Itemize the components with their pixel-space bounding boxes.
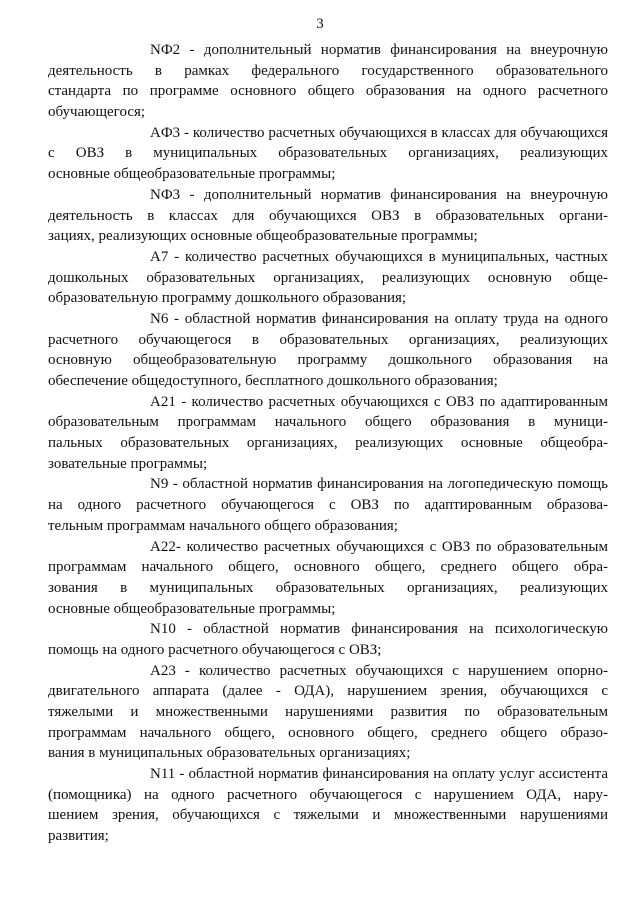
paragraph-line: A22- количество расчетных обучающихся с ОВЗ по образовательным [150, 538, 608, 555]
paragraph-line: AФ3 - количество расчетных обучающихся в классах для обучающихся [150, 124, 608, 141]
paragraph-line: с ОВЗ в муниципальных образовательных организациях, реализующих [48, 145, 608, 162]
paragraph-line: N11 - областной норматив финансирования на оплату услуг ассистента [150, 766, 608, 783]
paragraph-line: тельным программам начального общего образования; [48, 517, 398, 534]
paragraph-nf2 [48, 40, 610, 123]
paragraph-a22 [48, 537, 610, 620]
document-body [48, 40, 610, 847]
paragraph-line: развития; [48, 828, 109, 845]
paragraph-line: основную общеобразовательную программу дошкольного образования на [48, 352, 608, 369]
paragraph-n11 [48, 764, 610, 847]
paragraph-line: деятельность в рамках федерального государственного образовательного [48, 62, 608, 79]
paragraph-af3 [48, 123, 610, 185]
paragraph-line: стандарта по программе основного общего образования на одного расчетного [48, 83, 608, 100]
paragraph-line: A23 - количество расчетных обучающихся с нарушением опорно- [150, 662, 608, 679]
paragraph-line: деятельность в классах для обучающихся ОВЗ в образовательных органи- [48, 207, 608, 224]
paragraph-n6 [48, 309, 610, 392]
paragraph-line: основные общеобразовательные программы; [48, 600, 336, 617]
paragraph-line: шением зрения, обучающихся с тяжелыми и множественными нарушениями [48, 807, 608, 824]
paragraph-line: двигательного аппарата (далее - ОДА), нарушением зрения, обучающихся с [48, 683, 608, 700]
paragraph-line: программам начального общего, основного общего, среднего общего обра- [48, 559, 608, 576]
paragraph-line: NФ2 - дополнительный норматив финансирования на внеурочную [150, 42, 608, 58]
paragraph-a23 [48, 661, 610, 764]
paragraph-line: образовательным программам начального общего образования в муници- [48, 414, 608, 431]
paragraph-line: обеспечение общедоступного, бесплатного дошкольного образования; [48, 373, 498, 389]
paragraph-line: расчетного обучающегося в образовательных организациях, реализующих [48, 331, 608, 348]
paragraph-line: пальных образовательных организациях, реализующих основные общеобра- [48, 435, 608, 452]
paragraph-a21 [48, 392, 610, 475]
paragraph-line: (помощника) на одного расчетного обучающегося с нарушением ОДА, нару- [48, 786, 608, 803]
paragraph-line: NФ3 - дополнительный норматив финансирования на внеурочную [150, 186, 608, 203]
page-number: 3 [316, 16, 324, 32]
paragraph-line: A7 - количество расчетных обучающихся в муниципальных, частных [150, 248, 608, 265]
paragraph-a7 [48, 247, 610, 309]
paragraph-line: помощь на одного расчетного обучающегося с ОВЗ; [48, 641, 382, 658]
paragraph-line: зациях, реализующих основные общеобразовательные программы; [48, 228, 478, 245]
paragraph-line: N9 - областной норматив финансирования на логопедическую помощь [150, 476, 608, 493]
paragraph-line: на одного расчетного обучающегося с ОВЗ по адаптированным образова- [48, 497, 608, 514]
paragraph-line: программам начального общего, основного общего, среднего общего образо- [48, 724, 608, 741]
paragraph-line: A21 - количество расчетных обучающихся с ОВЗ по адаптированным [150, 393, 608, 410]
paragraph-nf3 [48, 185, 610, 247]
paragraph-n10 [48, 619, 610, 660]
paragraph-line: вания в муниципальных образовательных организациях; [48, 745, 411, 762]
paragraph-line: обучающегося; [48, 104, 146, 121]
paragraph-line: зовательные программы; [48, 455, 208, 472]
paragraph-line: N6 - областной норматив финансирования на оплату труда на одного [150, 310, 608, 327]
paragraph-line: дошкольных образовательных организациях, реализующих основную обще- [48, 269, 608, 286]
paragraph-line: основные общеобразовательные программы; [48, 166, 336, 183]
paragraph-line: образовательную программу дошкольного образования; [48, 290, 407, 307]
paragraph-n9 [48, 474, 610, 536]
paragraph-line: N10 - областной норматив финансирования на психологическую [150, 621, 608, 638]
paragraph-line: тяжелыми и множественными нарушениями развития по образовательным [48, 704, 608, 720]
paragraph-line: зования в муниципальных образовательных организациях, реализующих [48, 579, 608, 596]
